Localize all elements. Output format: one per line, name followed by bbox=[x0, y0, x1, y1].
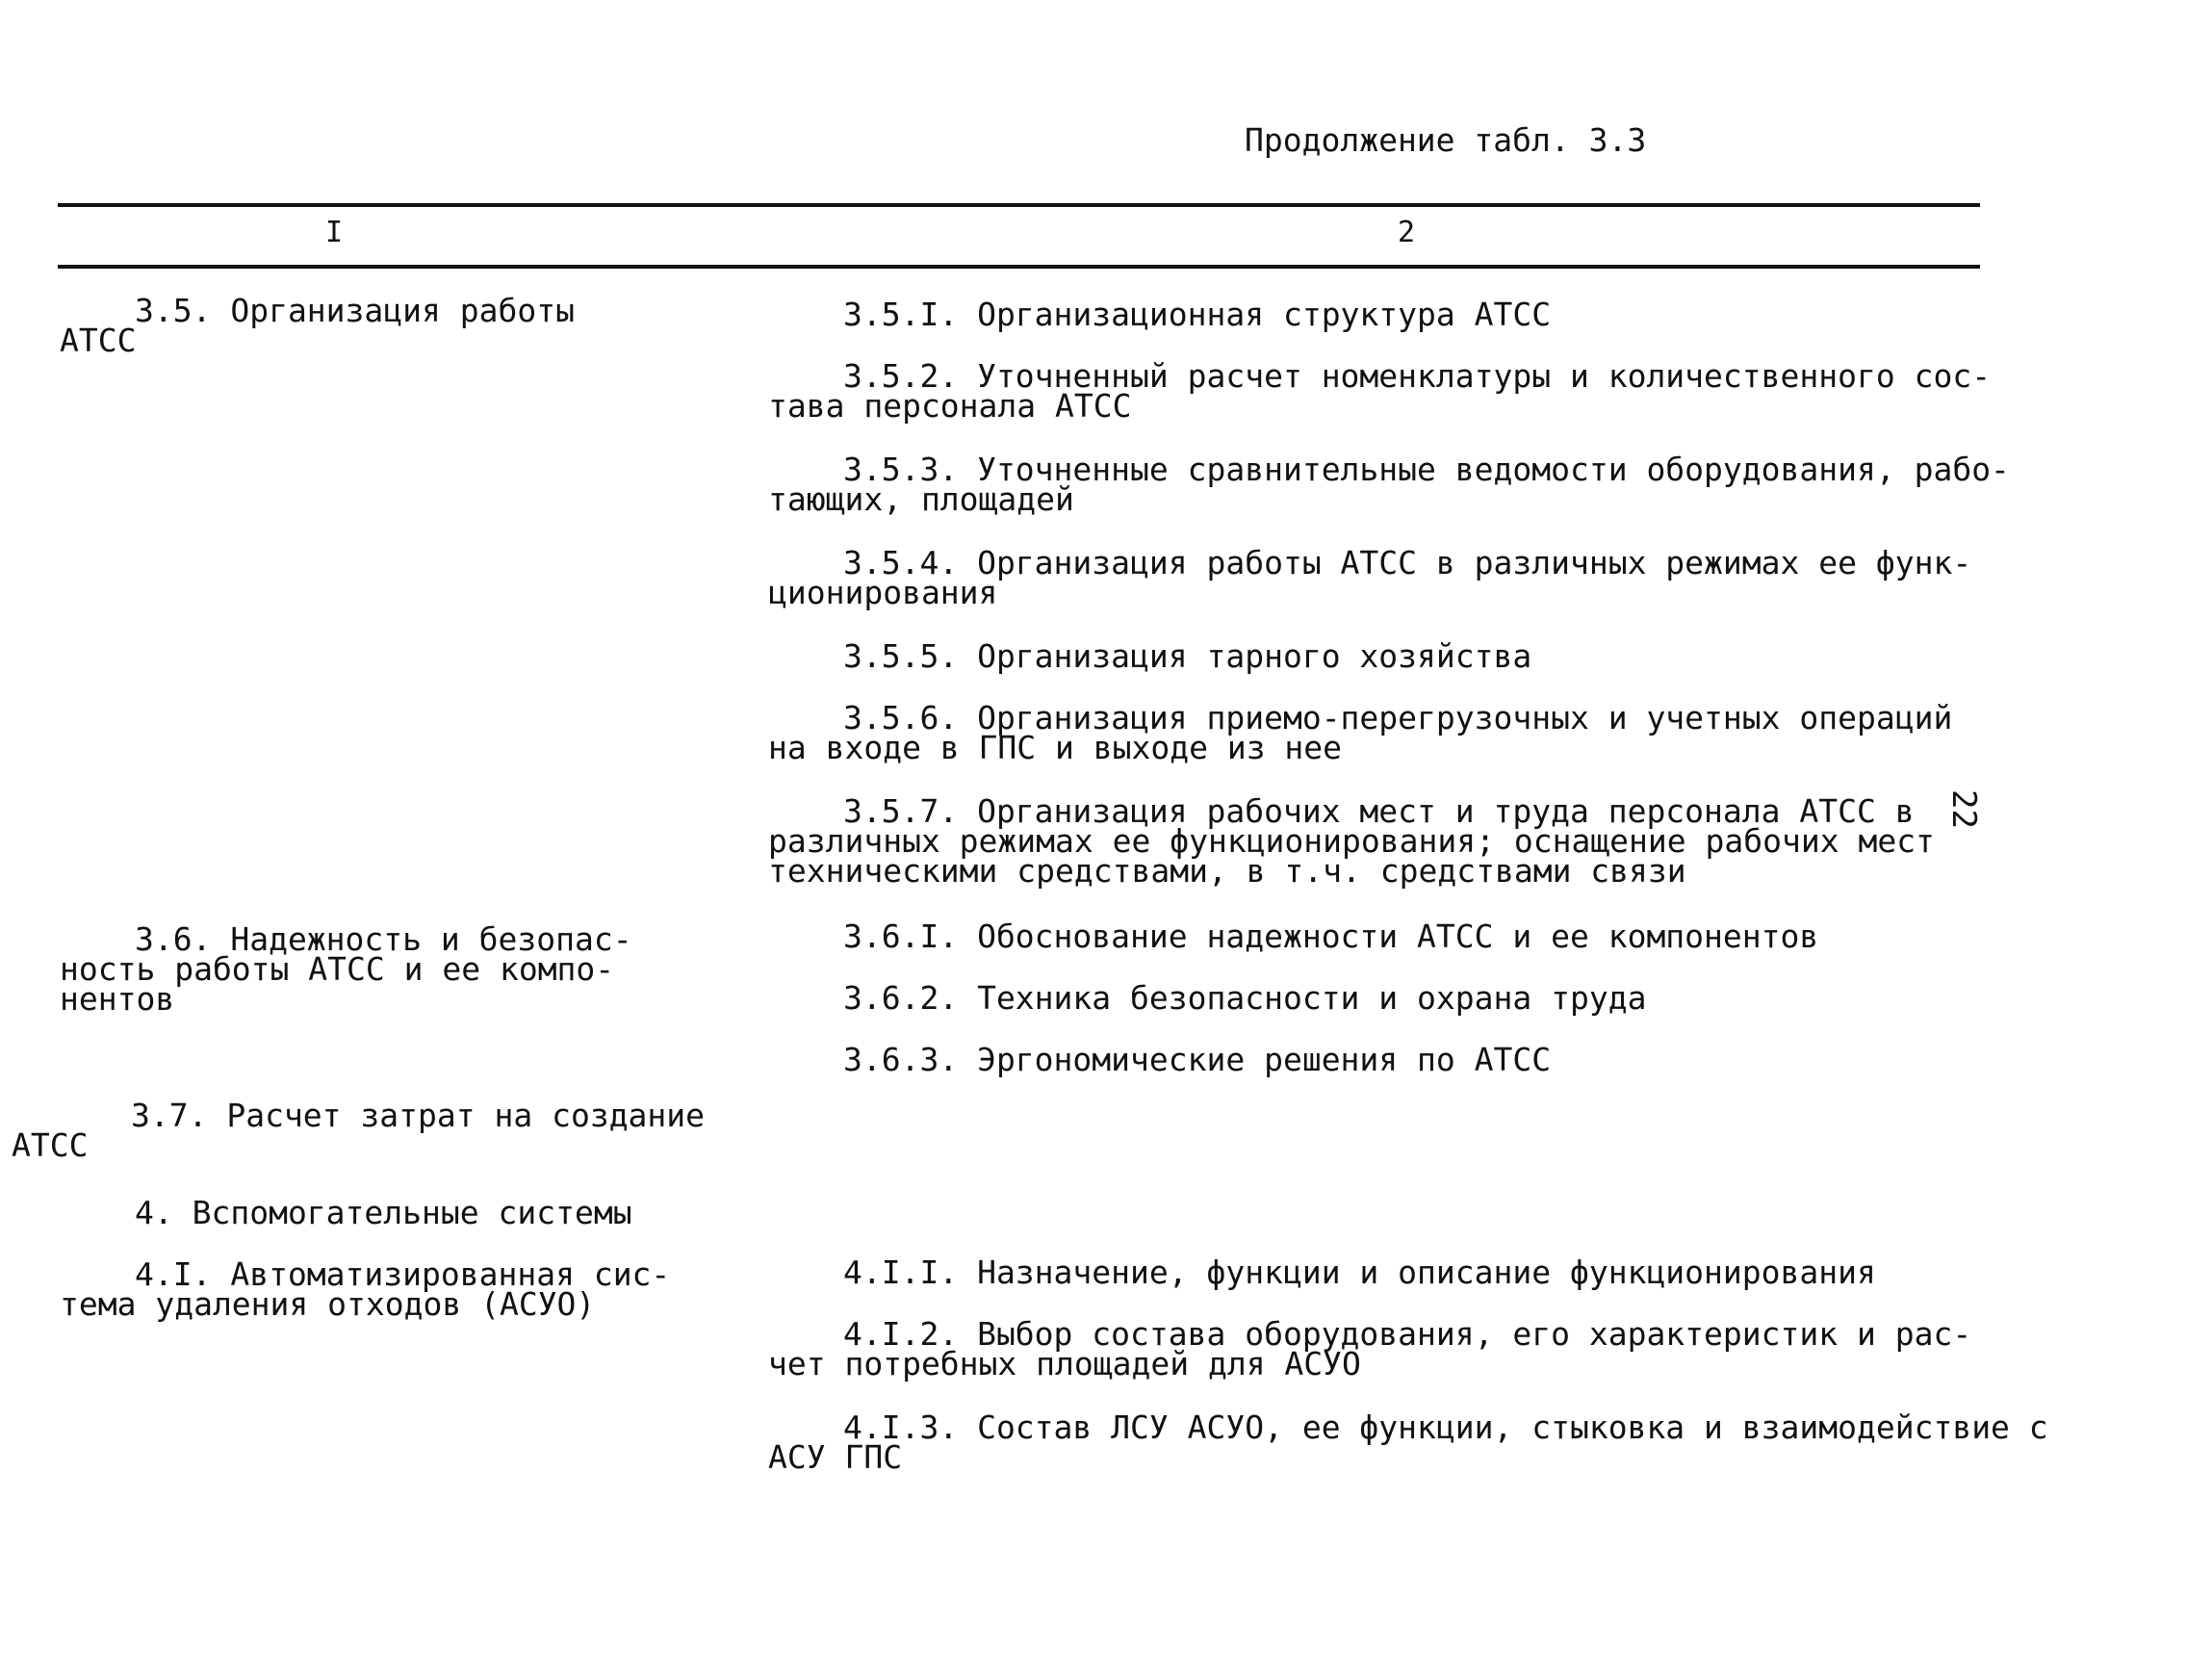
right-item-4-1-1 bbox=[768, 1253, 1876, 1291]
page-number: 22 bbox=[1944, 789, 1983, 829]
line: 3.7. Расчет затрат на создание bbox=[131, 1097, 706, 1134]
right-item-3-5-6 bbox=[768, 699, 1953, 766]
line: 4.I.I. Назначение, функции и описание функционирования bbox=[843, 1253, 1876, 1291]
left-item-3-5 bbox=[60, 292, 575, 359]
table-top-rule bbox=[58, 203, 1980, 207]
line: АСУ ГПС bbox=[768, 1438, 903, 1476]
line: 4.I.3. Состав ЛСУ АСУО, ее функции, стыковка и взаимодействие с bbox=[843, 1408, 2048, 1446]
line: ционирования bbox=[768, 574, 998, 611]
right-item-3-6-1 bbox=[768, 917, 1819, 955]
right-item-3-5-1 bbox=[768, 296, 1552, 333]
left-item-4-1 bbox=[60, 1255, 671, 1323]
line: 4.I.2. Выбор состава оборудования, его характеристик и рас- bbox=[843, 1315, 1972, 1353]
column-number-1: I bbox=[325, 216, 344, 249]
line: тающих, площадей bbox=[768, 480, 1074, 518]
line: 3.5. Организация работы bbox=[135, 292, 575, 329]
right-item-3-5-5 bbox=[768, 637, 1532, 675]
right-item-4-1-3 bbox=[768, 1408, 2048, 1476]
line: нентов bbox=[60, 980, 175, 1018]
line: АТСС bbox=[60, 322, 137, 359]
line: ность работы АТСС и ее компо- bbox=[60, 950, 615, 988]
line: тема удаления отходов (АСУО) bbox=[60, 1285, 596, 1323]
left-item-4 bbox=[60, 1194, 632, 1231]
line: 3.5.2. Уточненный расчет номенклатуры и количественного сос- bbox=[843, 357, 1992, 395]
line: тава персонала АТСС bbox=[768, 387, 1132, 425]
line: техническими средствами, в т.ч. средствами связи bbox=[768, 852, 1686, 890]
line: на входе в ГПС и выходе из нее bbox=[768, 729, 1343, 766]
right-item-3-6-3 bbox=[768, 1041, 1552, 1078]
right-item-3-5-4 bbox=[768, 544, 1972, 611]
line: 3.5.3. Уточненные сравнительные ведомости оборудования, рабо- bbox=[843, 451, 2010, 488]
line: 3.5.6. Организация приемо-перегрузочных и учетных операций bbox=[843, 699, 1953, 737]
line: 3.5.4. Организация работы АТСС в различных режимах ее функ- bbox=[843, 544, 1972, 581]
line: 3.6.I. Обоснование надежности АТСС и ее компонентов bbox=[843, 917, 1819, 955]
line: 4. Вспомогательные системы bbox=[135, 1194, 632, 1231]
right-item-3-6-2 bbox=[768, 979, 1647, 1017]
line: 3.5.5. Организация тарного хозяйства bbox=[843, 637, 1532, 675]
table-header-rule bbox=[58, 265, 1980, 269]
right-item-3-5-3 bbox=[768, 451, 2010, 518]
line: 3.5.I. Организационная структура АТСС bbox=[843, 296, 1552, 333]
right-item-4-1-2 bbox=[768, 1315, 1972, 1383]
line: 3.6.2. Техника безопасности и охрана труда bbox=[843, 979, 1647, 1017]
line: 3.5.7. Организация рабочих мест и труда персонала АТСС в bbox=[843, 792, 1915, 830]
left-item-3-7 bbox=[12, 1097, 706, 1164]
right-item-3-5-2 bbox=[768, 357, 1992, 425]
right-item-3-5-7 bbox=[768, 792, 1935, 890]
column-number-2: 2 bbox=[1398, 216, 1416, 249]
table-continuation-caption: Продолжение табл. 3.3 bbox=[1245, 121, 1647, 159]
line: 4.I. Автоматизированная сис- bbox=[135, 1255, 671, 1293]
line: АТСС bbox=[12, 1126, 89, 1164]
line: различных режимах ее функционирования; оснащение рабочих мест bbox=[768, 822, 1935, 860]
line: чет потребных площадей для АСУО bbox=[768, 1345, 1361, 1383]
line: 3.6.3. Эргономические решения по АТСС bbox=[843, 1041, 1552, 1078]
line: 3.6. Надежность и безопас- bbox=[135, 920, 632, 958]
left-item-3-6 bbox=[60, 920, 632, 1018]
